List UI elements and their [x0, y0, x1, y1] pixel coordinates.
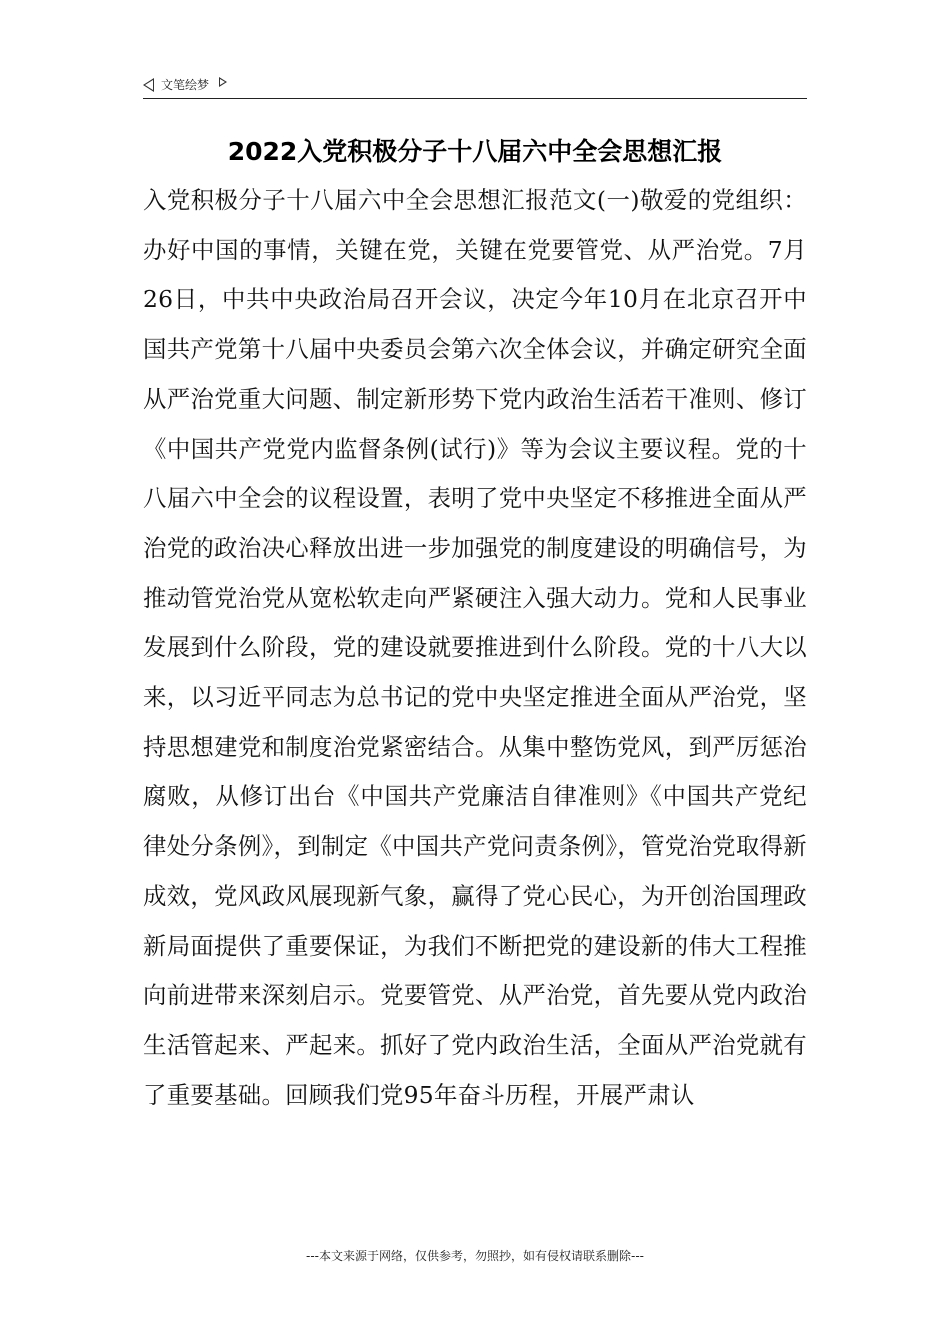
- page-header: [143, 72, 807, 99]
- document-body: 入党积极分子十八届六中全会思想汇报范文(一)敬爱的党组织：办好中国的事情，关键在党，关键在党要管党、从严治党。7月26日，中共中央政治局召开会议，决定今年10月在北京召开中国共产党第十八届中央委员会第六次全体会议，并确定研究全面从严治党重大问题、制定新形势下党内政治生活若干准则、修订《中国共产党党内监督条例(试行)》等为会议主要议程。党的十八届六中全会的议程设置，表明了党中央坚定不移推进全面从严治党的政治决心释放出进一步加强党的制度建设的明确信号，为推动管党治党从宽松软走向严紧硬注入强大动力。党和人民事业发展到什么阶段，党的建设就要推进到什么阶段。党的十八大以来，以习近平同志为总书记的党中央坚定推进全面从严治党，坚持思想建党和制度治党紧密结合。从集中整饬党风，到严厉惩治腐败，从修订出台《中国共产党廉洁自律准则》《中国共产党纪律处分条例》，到制定《中国共产党问责条例》，管党治党取得新成效，党风政风展现新气象，赢得了党心民心，为开创治国理政新局面提供了重要保证，为我们不断把党的建设新的伟大工程推向前进带来深刻启示。党要管党、从严治党，首先要从党内政治生活管起来、严起来。抓好了党内政治生活，全面从严治党就有了重要基础。回顾我们党95年奋斗历程，开展严肃认: [143, 186, 807, 1109]
- header-brand: [143, 76, 227, 93]
- footer-notice: ---本文来源于网络，仅供参考，勿照抄，如有侵权请联系删除---: [306, 1249, 644, 1263]
- brand-name: 文笔绘梦: [161, 78, 210, 92]
- document-title: 2022入党积极分子十八届六中全会思想汇报: [227, 137, 723, 166]
- triangle-right-icon: [219, 77, 227, 87]
- triangle-left-icon: [143, 78, 154, 92]
